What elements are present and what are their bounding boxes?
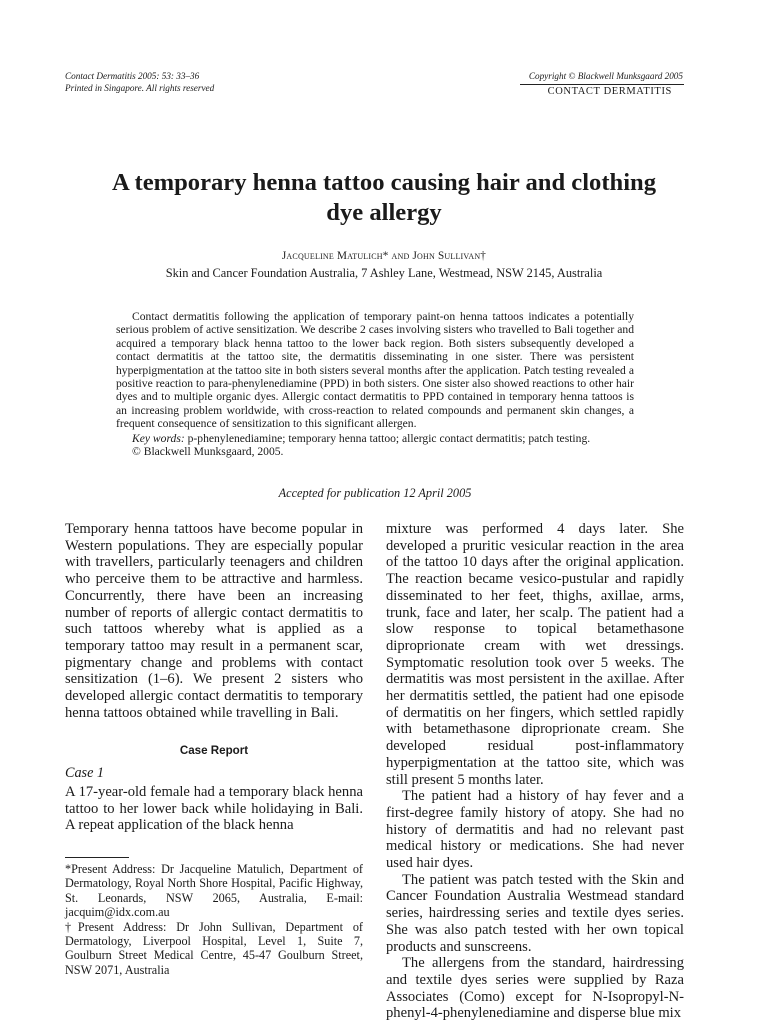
footnotes — [65, 862, 363, 977]
right-para-4: The allergens from the standard, hairdressing and textile dyes series were supplied by Raza Associates (Como) except for N-Isopropyl-N-phenyl-4-phenylenediamine and disperse blue mix — [386, 955, 684, 1022]
header-left — [65, 70, 325, 94]
abstract — [116, 310, 634, 458]
right-column — [386, 521, 684, 1022]
case1-paragraph — [65, 784, 363, 834]
header-rule — [520, 84, 684, 85]
keywords-label: Key words: — [132, 431, 185, 445]
intro-paragraph — [65, 521, 363, 721]
keywords — [116, 432, 634, 445]
title-line-2: dye allergy — [326, 199, 442, 226]
copyright-header: Copyright © Blackwell Munksgaard 2005 — [528, 71, 683, 81]
footnote-rule — [65, 857, 129, 858]
case-heading: Case 1 — [65, 765, 105, 781]
citation: Contact Dermatitis 2005: 53: 33–36 — [65, 71, 200, 81]
right-para-3: The patient was patch tested with the Skin and Cancer Foundation Australia Westmead standard series, hairdressing series and textile dyes series. She was also patch tested with her own topical products and sunscreens. — [386, 871, 684, 955]
article-title — [40, 168, 728, 228]
footnote-1: *Present Address: Dr Jacqueline Matulich, Department of Dermatology, Royal North Shore Hospital, Pacific Highway, St. Leonards, NSW 2065, Australia, E-mail: jacquim@idx.com.au — [65, 862, 363, 920]
affiliation: Skin and Cancer Foundation Australia, 7 Ashley Lane, Westmead, NSW 2145, Australia — [165, 266, 603, 280]
intro-text: Temporary henna tattoos have become popular in Western populations. They are especially popular with travellers, particularly teenagers and children who perceive them to be attractive and harmless. Concurrently, there have been an increasing number of reports of allergic contact dermatitis to such tattoos whereby what is applied as a temporary tattoo may result in a permanent scar, pigmentary change and problems with contact sensitization (1–6). We present 2 sisters who developed allergic contact dermatitis to temporary henna tattoos obtained while travelling in Bali. — [65, 521, 363, 721]
right-para-2: The patient had a history of hay fever and a first-degree family history of atopy. She had no history of dermatitis and had no relevant past medical history or medications. She had never used hair dyes. — [386, 788, 684, 872]
authors: Jacqueline Matulich* and John Sullivan† — [281, 250, 487, 262]
abstract-text: Contact dermatitis following the application of temporary paint-on henna tattoos indicates a potentially serious problem of active sensitization. We describe 2 cases involving sisters who travelled to Bali together and acquired a temporary black henna tattoo to the lower back region. Both sisters subsequently developed a contact dermatitis at the tattoo site, the dermatitis disseminating in one sister. There was persistent hyperpigmentation at the tattoo site in both sisters several months after the application. Patch testing revealed a positive reaction to para-phenylenediamine (PPD) in both sisters. One sister also showed reactions to other hair dyes and to multiple organic dyes. Allergic contact dermatitis to PPD contained in temporary henna tattoos is an increasing problem worldwide, with cross-reaction to related compounds and permanent skin changes, a frequent consequence of sensitization to this significant allergen. — [116, 310, 634, 431]
section-heading: Case Report — [179, 744, 249, 757]
printed-note: Printed in Singapore. All rights reserved — [65, 83, 215, 93]
title-line-1: A temporary henna tattoo causing hair and clothing — [111, 169, 657, 196]
abstract-copyright: © Blackwell Munksgaard, 2005. — [132, 445, 284, 459]
footnote-2: †Present Address: Dr John Sullivan, Department of Dermatology, Liverpool Hospital, Level 1, Suite 7, Goulburn Street Medical Centre, 45-47 Goulburn Street, NSW 2071, Australia — [65, 919, 363, 977]
right-para-1: mixture was performed 4 days later. She developed a pruritic vesicular reaction in the area of the tattoo 10 days after the original application. The reaction became vesico-pustular and rapidly disseminated to her feet, thighs, axillae, arms, trunk, face and later, her scalp. The patient had a slow response to topical betamethasone diproprionate cream with wet dressings. Symptomatic resolution took over 5 weeks. The dermatitis was most persistent in the axillae. After her dermatitis settled, the patient had one episode of dermatitis on her fingers, which settled rapidly with betamethasone diproprionate cream. She developed residual post-inflammatory hyperpigmentation at the tattoo site, which was still present 5 months later. — [386, 521, 684, 788]
accepted-date: Accepted for publication 12 April 2005 — [278, 486, 472, 500]
case1-text: A 17-year-old female had a temporary black henna tattoo to her lower back while holidaying in Bali. A repeat application of the black henna — [65, 784, 363, 834]
keywords-text: p-phenylenediamine; temporary henna tattoo; allergic contact dermatitis; patch testing. — [184, 431, 591, 445]
journal-name: CONTACT DERMATITIS — [547, 86, 672, 97]
